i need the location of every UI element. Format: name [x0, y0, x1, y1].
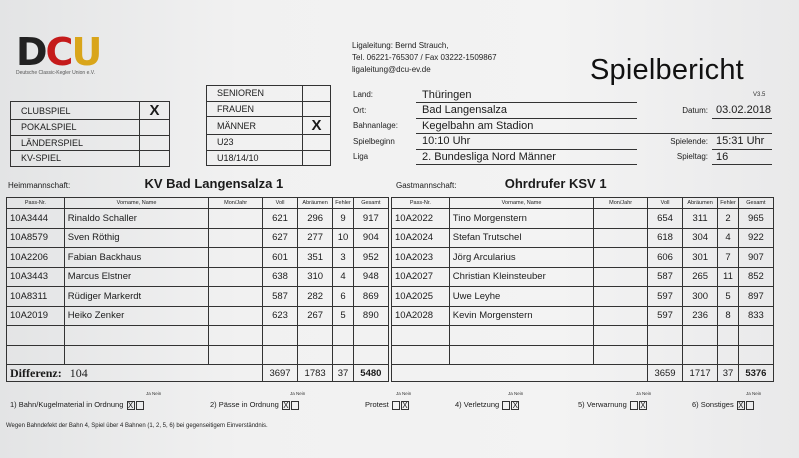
- guest-voll-cell[interactable]: 597: [647, 306, 682, 326]
- home-abr-cell[interactable]: 277: [298, 228, 333, 248]
- guest-pass-cell[interactable]: 10A2024: [392, 228, 450, 248]
- home-total-abr: 1783: [298, 365, 333, 382]
- league-contact-name: Ligaleitung: Bernd Strauch,: [352, 41, 449, 50]
- game-type-label: LÄNDERSPIEL: [11, 135, 140, 151]
- beginn-field[interactable]: 10:10 Uhr: [416, 134, 637, 150]
- game-type-label: POKALSPIEL: [11, 120, 140, 136]
- home-year-cell[interactable]: [209, 345, 263, 365]
- col-year-home: Mon/Jahr: [209, 198, 263, 209]
- col-fehler-home: Fehler: [333, 198, 354, 209]
- guest-gesamt-cell[interactable]: [738, 345, 773, 365]
- score-table: [6, 197, 774, 382]
- home-name-cell[interactable]: [64, 326, 209, 346]
- home-year-cell[interactable]: [209, 248, 263, 268]
- home-voll-cell[interactable]: 627: [262, 228, 297, 248]
- class-label: U23: [207, 135, 303, 151]
- guest-voll-cell[interactable]: 606: [647, 248, 682, 268]
- ja-nein-header: Ja Nein: [290, 391, 306, 396]
- home-team-name[interactable]: KV Bad Langensalza 1: [144, 176, 284, 191]
- guest-name-cell[interactable]: [449, 326, 594, 346]
- guest-gesamt-cell[interactable]: 897: [738, 287, 773, 307]
- home-abr-cell[interactable]: 282: [298, 287, 333, 307]
- home-pass-cell[interactable]: [7, 345, 65, 365]
- logo-letters: DCU: [16, 30, 101, 74]
- version-label: V3.5: [753, 92, 766, 98]
- guest-fehler-cell[interactable]: [718, 326, 739, 346]
- col-name-home: Vorname, Name: [64, 198, 209, 209]
- home-pass-cell[interactable]: 10A3443: [7, 267, 65, 287]
- totals-row: [7, 365, 774, 382]
- col-gesamt-home: Gesamt: [353, 198, 388, 209]
- check-paesse: 2) Pässe in Ordnung X: [210, 400, 299, 410]
- col-voll-guest: Voll: [647, 198, 682, 209]
- guest-year-cell[interactable]: [594, 306, 648, 326]
- guest-team-label: Gastmannschaft:: [396, 181, 457, 190]
- guest-fehler-cell[interactable]: 5: [718, 287, 739, 307]
- home-gesamt-cell[interactable]: 904: [353, 228, 388, 248]
- ort-label: Ort:: [353, 105, 367, 115]
- col-abr-guest: Abräumen: [683, 198, 718, 209]
- home-year-cell[interactable]: [209, 287, 263, 307]
- class-row: [207, 117, 331, 135]
- class-mark[interactable]: [303, 135, 331, 151]
- guest-gesamt-cell[interactable]: 922: [738, 228, 773, 248]
- guest-abr-cell[interactable]: 265: [683, 267, 718, 287]
- home-year-cell[interactable]: [209, 326, 263, 346]
- home-voll-cell[interactable]: 587: [262, 287, 297, 307]
- player-row: [7, 306, 774, 326]
- home-team-label: Heimmannschaft:: [8, 181, 71, 190]
- player-row: [7, 228, 774, 248]
- player-row: [7, 267, 774, 287]
- beginn-label: Spielbeginn: [353, 136, 395, 146]
- land-field[interactable]: Thüringen: [416, 87, 637, 103]
- guest-abr-cell[interactable]: [683, 345, 718, 365]
- home-gesamt-cell[interactable]: [353, 345, 388, 365]
- home-total-fehler: 37: [333, 365, 354, 382]
- check-bahn-ja[interactable]: X: [127, 400, 134, 410]
- home-fehler-cell[interactable]: 4: [333, 267, 354, 287]
- spieltag-field[interactable]: 16: [712, 149, 772, 165]
- guest-pass-cell[interactable]: 10A2025: [392, 287, 450, 307]
- difference-label: Differenz:: [10, 365, 62, 380]
- guest-voll-cell[interactable]: 654: [647, 209, 682, 229]
- home-abr-cell[interactable]: 296: [298, 209, 333, 229]
- guest-voll-cell[interactable]: 587: [647, 267, 682, 287]
- home-fehler-cell[interactable]: 10: [333, 228, 354, 248]
- guest-name-cell[interactable]: Uwe Leyhe: [449, 287, 594, 307]
- game-type-mark[interactable]: [140, 135, 170, 151]
- class-label: FRAUEN: [207, 101, 303, 117]
- guest-total-fehler: 37: [718, 365, 739, 382]
- check-bahn: 1) Bahn/Kugelmaterial in Ordnung X: [10, 400, 144, 410]
- class-row: [207, 86, 331, 102]
- guest-team-line: [396, 176, 607, 191]
- class-mark[interactable]: X: [303, 117, 331, 135]
- game-type-row: [11, 120, 170, 136]
- ende-label: Spielende:: [670, 137, 708, 146]
- home-abr-cell[interactable]: [298, 345, 333, 365]
- league-contact: [352, 40, 497, 76]
- guest-abr-cell[interactable]: 304: [683, 228, 718, 248]
- guest-total-gesamt: 5376: [738, 365, 773, 382]
- guest-name-cell[interactable]: Jörg Arcularius: [449, 248, 594, 268]
- ja-nein-header: Ja Nein: [396, 391, 412, 396]
- liga-label: Liga: [353, 152, 369, 162]
- dcu-logo: [16, 32, 126, 82]
- guest-fehler-cell[interactable]: [718, 345, 739, 365]
- liga-field[interactable]: 2. Bundesliga Nord Männer: [416, 149, 637, 165]
- check-protest-ja[interactable]: [392, 401, 400, 410]
- guest-fehler-cell[interactable]: 7: [718, 248, 739, 268]
- page-title: Spielbericht: [590, 54, 744, 86]
- guest-year-cell[interactable]: [594, 345, 648, 365]
- player-row: [7, 345, 774, 365]
- home-name-cell[interactable]: [64, 345, 209, 365]
- guest-abr-cell[interactable]: 311: [683, 209, 718, 229]
- col-gesamt-guest: Gesamt: [738, 198, 773, 209]
- home-pass-cell[interactable]: [7, 326, 65, 346]
- home-fehler-cell[interactable]: [333, 326, 354, 346]
- guest-pass-cell[interactable]: 10A2023: [392, 248, 450, 268]
- col-pass-guest: Pass-Nr.: [392, 198, 450, 209]
- difference-value: 104: [69, 365, 88, 380]
- home-voll-cell[interactable]: [262, 326, 297, 346]
- check-paesse-ja[interactable]: X: [283, 400, 289, 410]
- check-verwarnung: 5) Verwarnung X: [578, 400, 646, 410]
- ja-nein-header: Ja Nein: [636, 391, 652, 396]
- guest-year-cell[interactable]: [594, 267, 648, 287]
- home-voll-cell[interactable]: [262, 345, 297, 365]
- home-name-cell[interactable]: Rüdiger Markerdt: [64, 287, 209, 307]
- guest-year-cell[interactable]: [594, 228, 648, 248]
- home-gesamt-cell[interactable]: 952: [353, 248, 388, 268]
- home-voll-cell[interactable]: 621: [262, 209, 297, 229]
- guest-fehler-cell[interactable]: 2: [718, 209, 739, 229]
- home-pass-cell[interactable]: 10A8579: [7, 228, 65, 248]
- game-type-label: CLUBSPIEL: [11, 102, 140, 120]
- guest-voll-cell[interactable]: [647, 345, 682, 365]
- col-fehler-guest: Fehler: [718, 198, 739, 209]
- col-name-guest: Vorname, Name: [449, 198, 594, 209]
- ja-nein-header: Ja Nein: [146, 391, 162, 396]
- col-year-guest: Mon/Jahr: [594, 198, 648, 209]
- home-name-cell[interactable]: Marcus Elstner: [64, 267, 209, 287]
- datum-field[interactable]: 03.02.2018: [712, 103, 772, 119]
- guest-year-cell[interactable]: [594, 209, 648, 229]
- ja-nein-header: Ja Nein: [746, 391, 762, 396]
- guest-name-cell[interactable]: Kevin Morgenstern: [449, 306, 594, 326]
- guest-team-name[interactable]: Ohrdrufer KSV 1: [504, 176, 607, 191]
- league-contact-phone: Tel. 06221-765307 / Fax 03222-1509867: [352, 53, 497, 62]
- guest-gesamt-cell[interactable]: 833: [738, 306, 773, 326]
- spieltag-label: Spieltag:: [676, 152, 708, 162]
- guest-pass-cell[interactable]: 10A2022: [392, 209, 450, 229]
- home-voll-cell[interactable]: 638: [262, 267, 297, 287]
- land-label: Land:: [353, 90, 374, 100]
- check-verwarnung-nein[interactable]: X: [640, 400, 646, 410]
- guest-pass-cell[interactable]: [392, 326, 450, 346]
- guest-pass-cell[interactable]: 10A2027: [392, 267, 450, 287]
- score-header-row: [7, 198, 774, 209]
- guest-abr-cell[interactable]: 301: [683, 248, 718, 268]
- guest-voll-cell[interactable]: [647, 326, 682, 346]
- game-type-row: [11, 151, 170, 167]
- col-pass-home: Pass-Nr.: [7, 198, 65, 209]
- difference-cell: [7, 365, 263, 382]
- home-fehler-cell[interactable]: 9: [333, 209, 354, 229]
- check-protest: Protest X: [365, 400, 408, 410]
- home-abr-cell[interactable]: 267: [298, 306, 333, 326]
- home-abr-cell[interactable]: 310: [298, 267, 333, 287]
- home-abr-cell[interactable]: [298, 326, 333, 346]
- home-fehler-cell[interactable]: 6: [333, 287, 354, 307]
- guest-fehler-cell[interactable]: 8: [718, 306, 739, 326]
- home-fehler-cell[interactable]: 5: [333, 306, 354, 326]
- guest-gesamt-cell[interactable]: 965: [738, 209, 773, 229]
- home-voll-cell[interactable]: 601: [262, 248, 297, 268]
- class-label: SENIOREN: [207, 86, 303, 102]
- home-name-cell[interactable]: Fabian Backhaus: [64, 248, 209, 268]
- check-verwarnung-ja[interactable]: [630, 401, 638, 410]
- class-mark[interactable]: [303, 150, 331, 166]
- player-row: [7, 326, 774, 346]
- guest-fehler-cell[interactable]: 4: [718, 228, 739, 248]
- guest-gesamt-cell[interactable]: 852: [738, 267, 773, 287]
- home-year-cell[interactable]: [209, 228, 263, 248]
- check-verletzung-ja[interactable]: [502, 401, 510, 410]
- home-name-cell[interactable]: Rinaldo Schaller: [64, 209, 209, 229]
- guest-name-cell[interactable]: [449, 345, 594, 365]
- class-mark[interactable]: [303, 86, 331, 102]
- guest-total-abr: 1717: [683, 365, 718, 382]
- logo-subtitle: Deutsche Classic-Kegler Union e.V.: [16, 70, 96, 76]
- home-gesamt-cell[interactable]: [353, 326, 388, 346]
- home-abr-cell[interactable]: 351: [298, 248, 333, 268]
- class-row: [207, 135, 331, 151]
- col-voll-home: Voll: [262, 198, 297, 209]
- game-type-mark[interactable]: [140, 151, 170, 167]
- class-label: MÄNNER: [207, 117, 303, 135]
- class-table: [206, 85, 331, 166]
- guest-name-cell[interactable]: Stefan Trutschel: [449, 228, 594, 248]
- guest-gesamt-cell[interactable]: 907: [738, 248, 773, 268]
- check-sonstiges: 6) Sonstiges X: [692, 400, 754, 410]
- home-total-voll: 3697: [262, 365, 297, 382]
- home-gesamt-cell[interactable]: 948: [353, 267, 388, 287]
- game-type-mark[interactable]: X: [140, 102, 170, 120]
- game-type-row: [11, 102, 170, 120]
- home-pass-cell[interactable]: 10A3444: [7, 209, 65, 229]
- guest-pass-cell[interactable]: 10A2028: [392, 306, 450, 326]
- guest-name-cell[interactable]: Christian Kleinsteuber: [449, 267, 594, 287]
- home-name-cell[interactable]: Sven Röthig: [64, 228, 209, 248]
- match-info-table: [352, 87, 772, 165]
- check-sonstiges-ja[interactable]: X: [738, 400, 744, 410]
- player-row: [7, 248, 774, 268]
- home-year-cell[interactable]: [209, 267, 263, 287]
- class-row: [207, 150, 331, 166]
- ort-field[interactable]: Bad Langensalza: [416, 103, 637, 119]
- guest-year-cell[interactable]: [594, 287, 648, 307]
- guest-abr-cell[interactable]: [683, 326, 718, 346]
- home-gesamt-cell[interactable]: 917: [353, 209, 388, 229]
- guest-year-cell[interactable]: [594, 248, 648, 268]
- guest-total-voll: 3659: [647, 365, 682, 382]
- guest-pass-cell[interactable]: [392, 345, 450, 365]
- guest-abr-cell[interactable]: 236: [683, 306, 718, 326]
- home-gesamt-cell[interactable]: 869: [353, 287, 388, 307]
- player-row: [7, 287, 774, 307]
- remarks-text: Wegen Bahndefekt der Bahn 4, Spiel über 4 Bahnen (1, 2, 5, 6) bei gegenseitigem Einverständnis.: [6, 423, 268, 429]
- guest-voll-cell[interactable]: 618: [647, 228, 682, 248]
- player-row: [7, 209, 774, 229]
- guest-abr-cell[interactable]: 300: [683, 287, 718, 307]
- check-bahn-nein[interactable]: [136, 401, 144, 410]
- home-pass-cell[interactable]: 10A2206: [7, 248, 65, 268]
- home-total-gesamt: 5480: [353, 365, 388, 382]
- home-year-cell[interactable]: [209, 306, 263, 326]
- check-verletzung-nein[interactable]: X: [512, 400, 518, 410]
- home-gesamt-cell[interactable]: 890: [353, 306, 388, 326]
- guest-year-cell[interactable]: [594, 326, 648, 346]
- guest-gesamt-cell[interactable]: [738, 326, 773, 346]
- game-type-mark[interactable]: [140, 120, 170, 136]
- guest-name-cell[interactable]: Tino Morgenstern: [449, 209, 594, 229]
- game-type-label: KV-SPIEL: [11, 151, 140, 167]
- class-row: [207, 101, 331, 117]
- ja-nein-header: Ja Nein: [508, 391, 524, 396]
- datum-label: Datum:: [682, 105, 708, 115]
- home-fehler-cell[interactable]: 3: [333, 248, 354, 268]
- ende-field[interactable]: 15:31 Uhr: [712, 134, 772, 150]
- home-pass-cell[interactable]: 10A8311: [7, 287, 65, 307]
- class-mark[interactable]: [303, 101, 331, 117]
- game-type-row: [11, 135, 170, 151]
- home-team-line: [8, 176, 283, 191]
- guest-fehler-cell[interactable]: 11: [718, 267, 739, 287]
- check-sonstiges-nein[interactable]: [746, 401, 754, 410]
- home-fehler-cell[interactable]: [333, 345, 354, 365]
- home-pass-cell[interactable]: 10A2019: [7, 306, 65, 326]
- bahn-label: Bahnanlage:: [353, 121, 398, 131]
- class-label: U18/14/10: [207, 150, 303, 166]
- check-verletzung: 4) Verletzung X: [455, 400, 518, 410]
- home-name-cell[interactable]: Heiko Zenker: [64, 306, 209, 326]
- home-voll-cell[interactable]: 623: [262, 306, 297, 326]
- check-protest-nein[interactable]: X: [402, 400, 408, 410]
- check-paesse-nein[interactable]: [291, 401, 299, 410]
- game-type-table: [10, 101, 170, 167]
- col-abr-home: Abräumen: [298, 198, 333, 209]
- bahn-field[interactable]: Kegelbahn am Stadion: [416, 118, 637, 134]
- league-contact-email: ligaleitung@dcu-ev.de: [352, 65, 431, 74]
- home-year-cell[interactable]: [209, 209, 263, 229]
- guest-voll-cell[interactable]: 597: [647, 287, 682, 307]
